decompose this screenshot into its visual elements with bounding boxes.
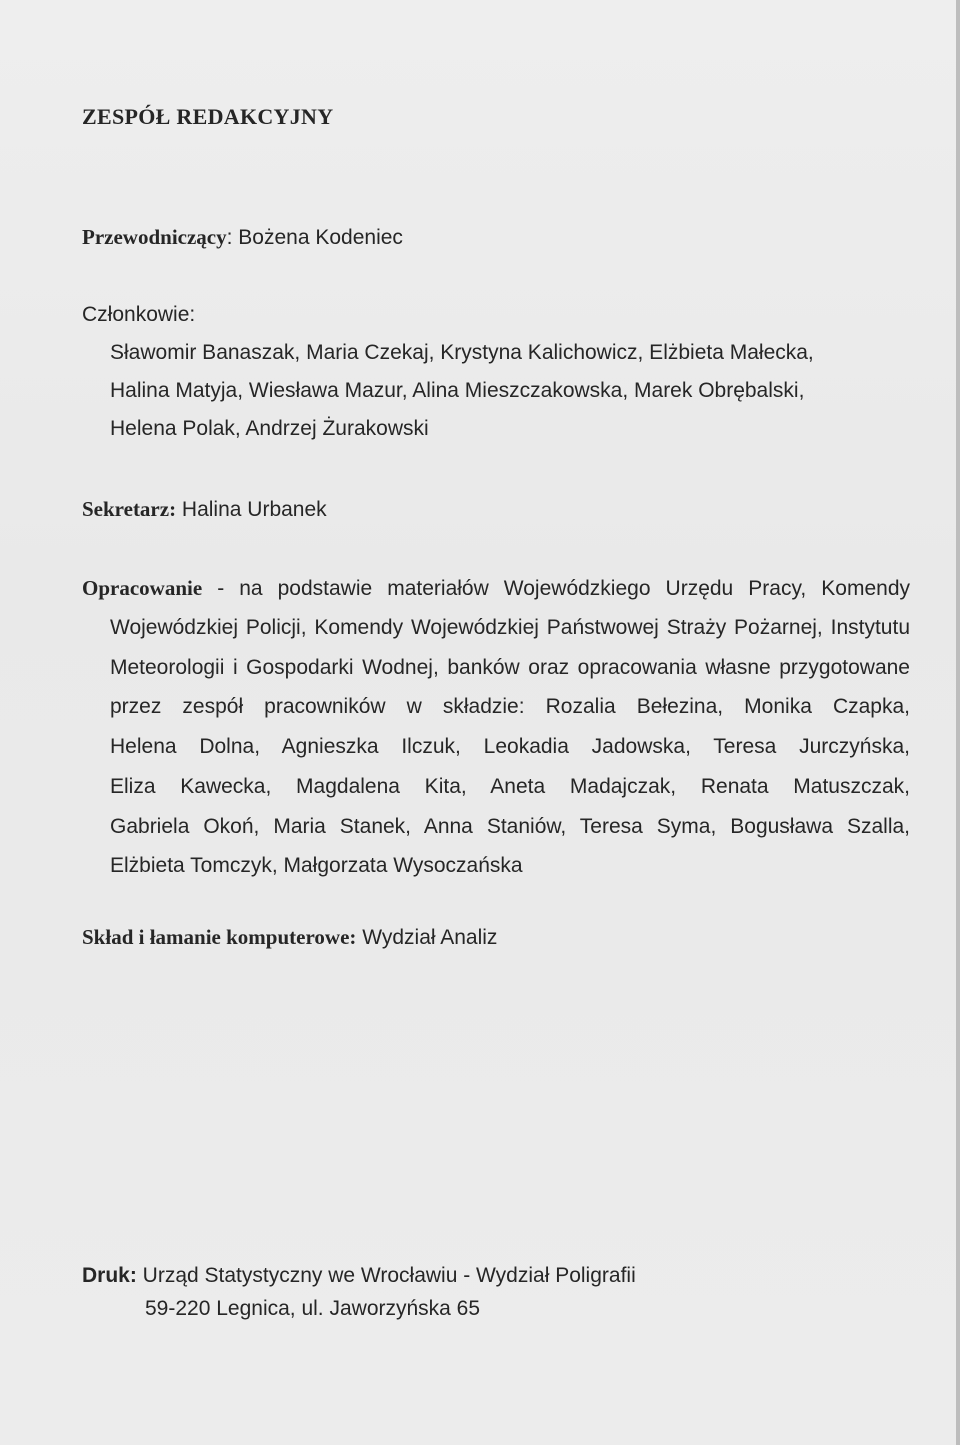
preparation-line: Meteorologii i Gospodarki Wodnej, banków oraz opracowania własne przygotowane [110,655,910,679]
preparation-line: Wojewódzkiej Policji, Komendy Wojewódzkiej Państwowej Straży Pożarnej, Instytutu [110,616,910,639]
members-line: Helena Polak, Andrzej Żurakowski [110,417,429,440]
members-section [82,296,912,448]
members-line: Halina Matyja, Wiesława Mazur, Alina Mieszczakowska, Marek Obrębalski, [110,379,805,402]
chairperson-line [82,218,912,257]
printing-section [82,1259,912,1325]
printing-line [82,1259,912,1292]
page-title: ZESPÓŁ REDAKCYJNY [82,104,334,129]
printing-value: Urząd Statystyczny we Wrocławiu - Wydział Poligrafii [136,1264,636,1287]
typesetting-value: Wydział Analiz [356,926,498,949]
preparation-section [82,569,912,886]
preparation-first-line [82,569,910,608]
typesetting-label: Skład i łamanie komputerowe: [82,925,357,949]
preparation-body [110,608,910,886]
typesetting-line [82,918,912,957]
members-list [110,334,912,448]
page-edge [956,0,960,1445]
chairperson-name: : Bożena Kodeniec [226,226,403,249]
chairperson-label: Przewodniczący [82,225,227,249]
preparation-line: Gabriela Okoń, Maria Stanek, Anna Staniów, Teresa Syma, Bogusława Szalla, [110,814,910,838]
preparation-intro: - na podstawie materiałów Wojewódzkiego Urzędu Pracy, Komendy [202,577,910,600]
preparation-line: Helena Dolna, Agnieszka Ilczuk, Leokadia Jadowska, Teresa Jurczyńska, [110,735,910,759]
preparation-line: przez zespół pracowników w składzie: Rozalia Bełezina, Monika Czapka, [110,695,910,719]
secretary-name: Halina Urbanek [176,498,327,521]
preparation-line: Elżbieta Tomczyk, Małgorzata Wysoczańska [110,854,523,878]
preparation-line: Eliza Kawecka, Magdalena Kita, Aneta Madajczak, Renata Matuszczak, [110,774,910,798]
members-line: Sławomir Banaszak, Maria Czekaj, Krystyna Kalichowicz, Elżbieta Małecka, [110,341,814,364]
members-label: Członkowie: [82,303,196,326]
printing-address: 59-220 Legnica, ul. Jaworzyńska 65 [145,1297,481,1320]
secretary-line [82,490,912,529]
secretary-label: Sekretarz: [82,497,177,521]
preparation-label: Opracowanie [82,576,203,600]
printing-label: Druk: [82,1264,137,1287]
